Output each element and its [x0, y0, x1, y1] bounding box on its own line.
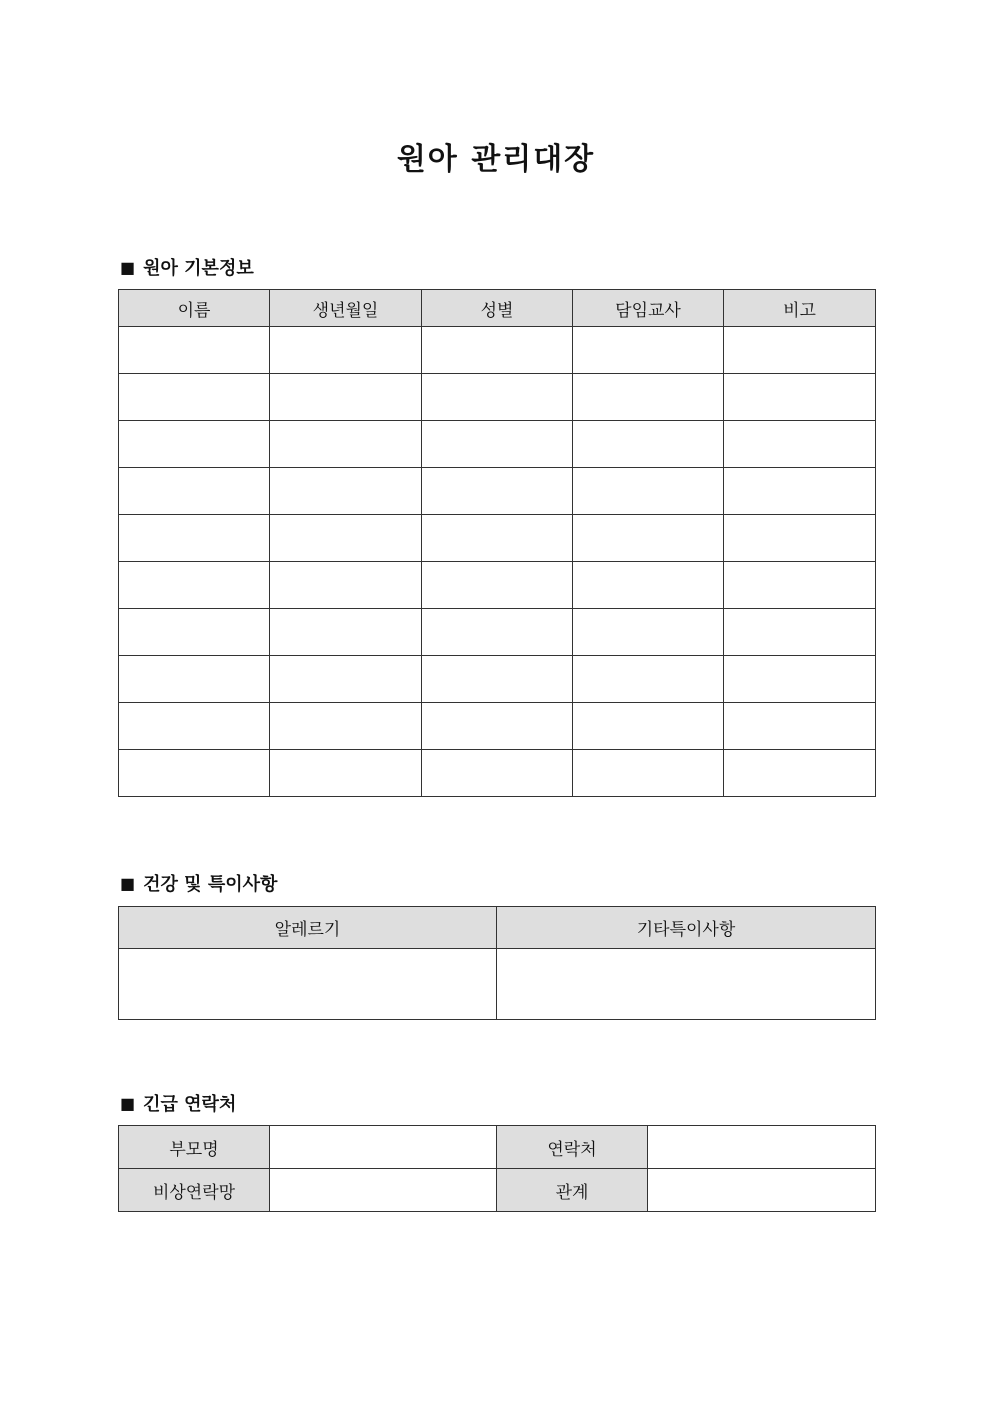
name-cell[interactable]	[119, 656, 270, 703]
gender-cell[interactable]	[422, 468, 573, 515]
column-header-name: 이름	[119, 290, 270, 327]
teacher-cell[interactable]	[573, 327, 724, 374]
name-cell[interactable]	[119, 703, 270, 750]
table-row	[119, 703, 876, 750]
square-bullet-icon: ■	[120, 873, 136, 893]
other-notes-cell[interactable]	[497, 949, 876, 1020]
table-row	[119, 468, 876, 515]
square-bullet-icon: ■	[120, 1093, 136, 1113]
teacher-cell[interactable]	[573, 374, 724, 421]
section-title: 긴급 연락처	[143, 1094, 237, 1115]
relation-label: 관계	[497, 1169, 648, 1212]
allergy-cell[interactable]	[119, 949, 497, 1020]
name-cell[interactable]	[119, 609, 270, 656]
name-cell[interactable]	[119, 421, 270, 468]
column-header-remarks: 비고	[724, 290, 876, 327]
name-cell[interactable]	[119, 374, 270, 421]
gender-cell[interactable]	[422, 562, 573, 609]
remarks-cell[interactable]	[724, 656, 876, 703]
parent-name-label: 부모명	[119, 1126, 270, 1169]
name-cell[interactable]	[119, 327, 270, 374]
teacher-cell[interactable]	[573, 609, 724, 656]
birthdate-cell[interactable]	[270, 374, 422, 421]
teacher-cell[interactable]	[573, 562, 724, 609]
emergency-network-label: 비상연락망	[119, 1169, 270, 1212]
basic-info-table	[118, 289, 876, 797]
table-header-row	[119, 907, 876, 949]
phone-label: 연락처	[497, 1126, 648, 1169]
remarks-cell[interactable]	[724, 421, 876, 468]
section-heading-emergency-contact	[120, 1090, 236, 1116]
remarks-cell[interactable]	[724, 468, 876, 515]
column-header-gender: 성별	[422, 290, 573, 327]
table-row	[119, 374, 876, 421]
birthdate-cell[interactable]	[270, 327, 422, 374]
table-row	[119, 656, 876, 703]
name-cell[interactable]	[119, 515, 270, 562]
square-bullet-icon: ■	[120, 257, 136, 277]
teacher-cell[interactable]	[573, 703, 724, 750]
remarks-cell[interactable]	[724, 374, 876, 421]
gender-cell[interactable]	[422, 515, 573, 562]
remarks-cell[interactable]	[724, 703, 876, 750]
birthdate-cell[interactable]	[270, 562, 422, 609]
gender-cell[interactable]	[422, 703, 573, 750]
relation-cell[interactable]	[648, 1169, 876, 1212]
table-row	[119, 562, 876, 609]
teacher-cell[interactable]	[573, 750, 724, 797]
table-row	[119, 1126, 876, 1169]
table-header-row	[119, 290, 876, 327]
name-cell[interactable]	[119, 468, 270, 515]
table-row	[119, 1169, 876, 1212]
teacher-cell[interactable]	[573, 515, 724, 562]
column-header-teacher: 담임교사	[573, 290, 724, 327]
birthdate-cell[interactable]	[270, 468, 422, 515]
gender-cell[interactable]	[422, 609, 573, 656]
teacher-cell[interactable]	[573, 468, 724, 515]
remarks-cell[interactable]	[724, 515, 876, 562]
remarks-cell[interactable]	[724, 750, 876, 797]
table-row	[119, 750, 876, 797]
table-row	[119, 949, 876, 1020]
emergency-contact-table	[118, 1125, 876, 1212]
gender-cell[interactable]	[422, 656, 573, 703]
teacher-cell[interactable]	[573, 421, 724, 468]
section-title: 원아 기본정보	[143, 258, 254, 279]
section-heading-basic-info	[120, 254, 254, 280]
remarks-cell[interactable]	[724, 562, 876, 609]
column-header-other-notes: 기타특이사항	[497, 907, 876, 949]
column-header-allergy: 알레르기	[119, 907, 497, 949]
page-title: 원아 관리대장	[396, 142, 596, 177]
section-heading-health	[120, 870, 277, 896]
table-row	[119, 609, 876, 656]
gender-cell[interactable]	[422, 750, 573, 797]
birthdate-cell[interactable]	[270, 421, 422, 468]
table-row	[119, 515, 876, 562]
gender-cell[interactable]	[422, 374, 573, 421]
column-header-birthdate: 생년월일	[270, 290, 422, 327]
birthdate-cell[interactable]	[270, 703, 422, 750]
birthdate-cell[interactable]	[270, 515, 422, 562]
teacher-cell[interactable]	[573, 656, 724, 703]
health-table	[118, 906, 876, 1020]
table-row	[119, 327, 876, 374]
parent-name-cell[interactable]	[270, 1126, 497, 1169]
name-cell[interactable]	[119, 562, 270, 609]
gender-cell[interactable]	[422, 421, 573, 468]
table-row	[119, 421, 876, 468]
birthdate-cell[interactable]	[270, 750, 422, 797]
remarks-cell[interactable]	[724, 609, 876, 656]
gender-cell[interactable]	[422, 327, 573, 374]
name-cell[interactable]	[119, 750, 270, 797]
remarks-cell[interactable]	[724, 327, 876, 374]
birthdate-cell[interactable]	[270, 656, 422, 703]
phone-cell[interactable]	[648, 1126, 876, 1169]
birthdate-cell[interactable]	[270, 609, 422, 656]
emergency-network-cell[interactable]	[270, 1169, 497, 1212]
section-title: 건강 및 특이사항	[143, 874, 278, 895]
